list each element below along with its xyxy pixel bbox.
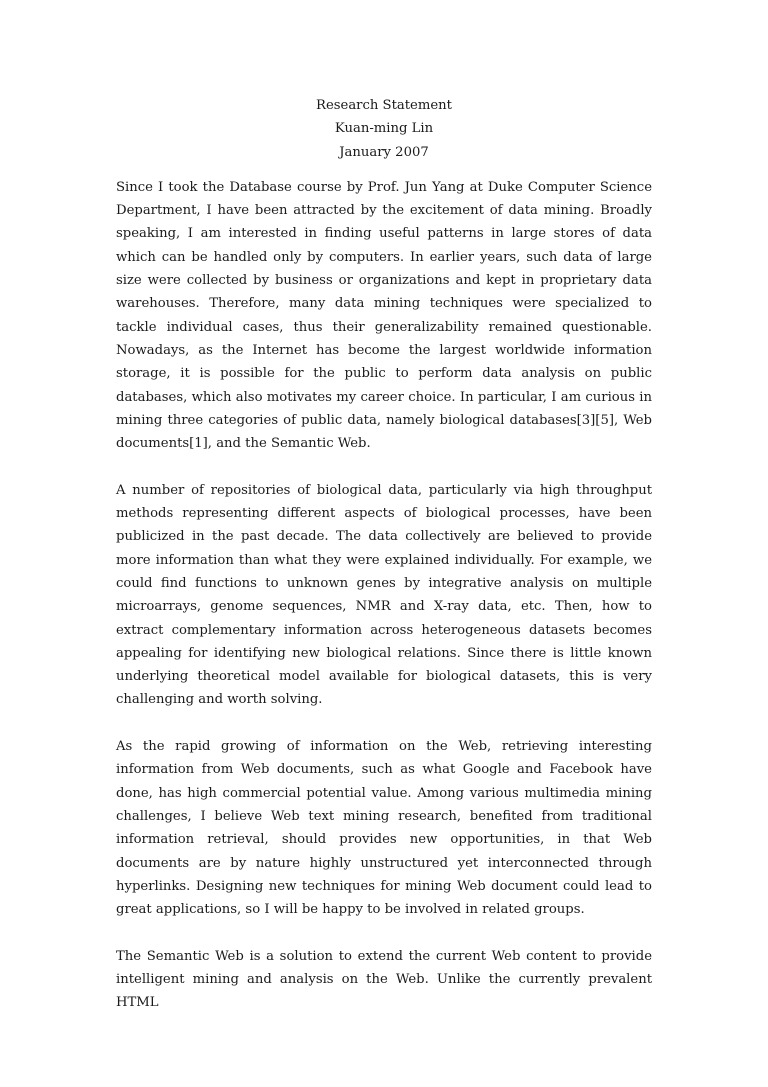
paragraph-biological-data: A number of repositories of biological data, particularly via high throughput methods representing different aspects of biological processes, have been publicized in the past decade. The data collectively are believed to provide more information than what they were explained individually. For example, we could find functions to unknown genes by integrative analysis on multiple microarrays, genome sequences, NMR and X-ray data, etc. Then, how to extract complementary information across heterogeneous datasets becomes appealing for identifying new biological relations. Since there is little known underlying theoretical model available for biological datasets, this is very challenging and worth solving. xyxy=(116,482,652,708)
paragraph-web-documents: As the rapid growing of information on the Web, retrieving interesting information from Web documents, such as what Google and Facebook have done, has high commercial potential value. Among various multimedia mining challenges, I believe Web text mining research, benefited from traditional information retrieval, should provides new opportunities, in that Web documents are by nature highly unstructured yet interconnected through hyperlinks. Designing new techniques for mining Web document could lead to great applications, so I will be happy to be involved in related groups. xyxy=(116,739,652,918)
document-header xyxy=(116,94,652,164)
paragraph-intro: Since I took the Database course by Prof. Jun Yang at Duke Computer Science Department, I have been attracted by the excitement of data mining. Broadly speaking, I am interested in finding useful patterns in large stores of data which can be handled only by computers. In earlier years, such data of large size were collected by business or organizations and kept in proprietary data warehouses. Therefore, many data mining techniques were specialized to tackle individual cases, thus their generalizability remained questionable. Nowadays, as the Internet has become the largest worldwide information storage, it is possible for the public to perform data analysis on public databases, which also motivates my career choice. In particular, I am curious in mining three categories of public data, namely biological databases[3][5], Web documents[1], and the Semantic Web. xyxy=(116,179,652,452)
document-author: Kuan-ming Lin xyxy=(334,121,434,137)
document-title: Research Statement xyxy=(316,98,452,113)
document-date: January 2007 xyxy=(339,144,429,160)
paragraph-semantic-web: The Semantic Web is a solution to extend the current Web content to provide intelligent mining and analysis on the Web. Unlike the currently prevalent HTML xyxy=(116,948,652,1011)
document-body xyxy=(116,94,652,1038)
